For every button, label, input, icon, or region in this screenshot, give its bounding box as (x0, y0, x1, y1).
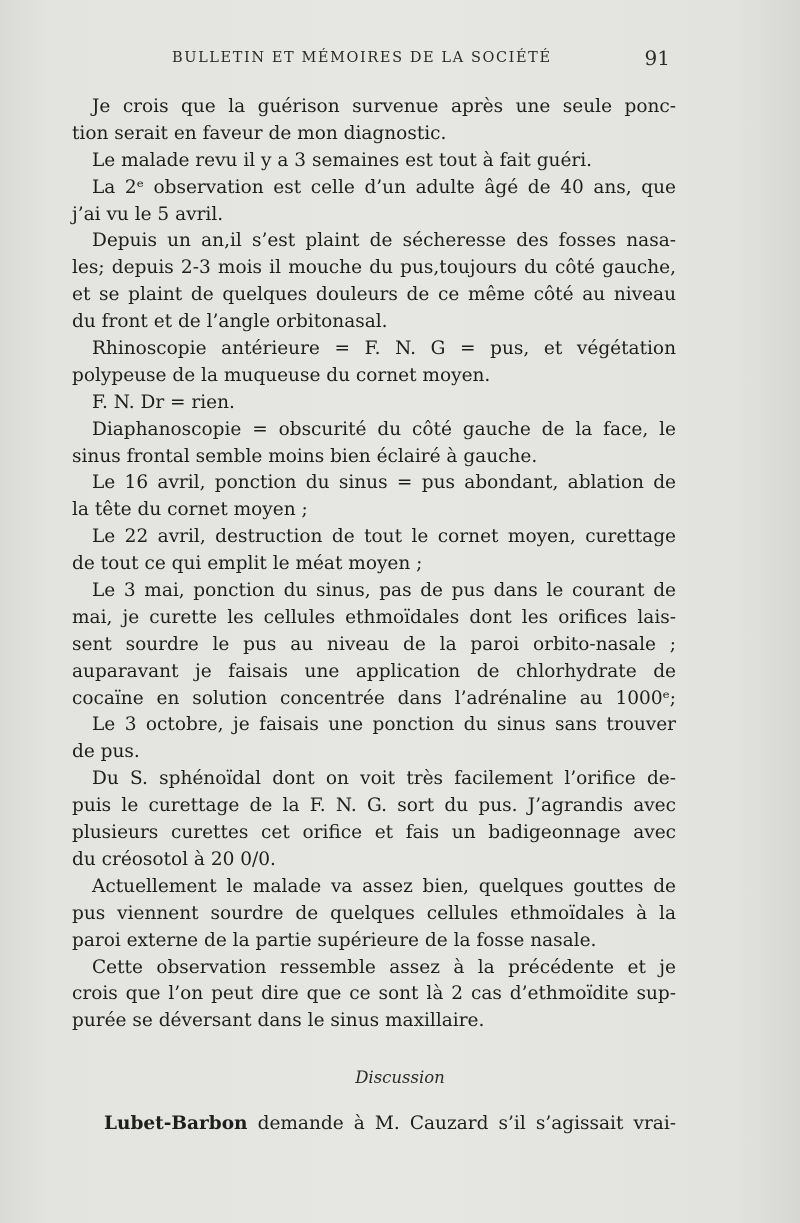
text-line: sent sourdre le pus au niveau de la paroi orbito-nasale ; (72, 633, 676, 655)
text-line: Le 16 avril, ponction du sinus = pus abondant, ablation de (92, 472, 676, 494)
text-line: cocaïne en solution concentrée dans l’adrénaline au 1000ᵉ; (72, 687, 676, 709)
text-line: Diaphanoscopie = obscurité du côté gauche de la face, le (92, 418, 676, 440)
text-line: de pus. (72, 741, 140, 763)
text-line: Le 3 octobre, je faisais une ponction du sinus sans trouver (92, 714, 676, 736)
text-line: purée se déversant dans le sinus maxillaire. (72, 1010, 485, 1032)
body-text (72, 94, 676, 1035)
text-line: Rhinoscopie antérieure = F. N. G = pus, et végétation (92, 338, 676, 360)
text-line: Le 3 mai, ponction du sinus, pas de pus dans le courant de (92, 580, 676, 602)
page-header (60, 48, 680, 74)
text-line: sinus frontal semble moins bien éclairé à gauche. (72, 445, 538, 467)
text-line: j’ai vu le 5 avril. (72, 203, 224, 225)
running-title: BULLETIN ET MÉMOIRES DE LA SOCIÉTÉ (172, 50, 552, 66)
text-line: crois que l’on peut dire que ce sont là 2 cas d’ethmoïdite sup- (72, 983, 676, 1005)
text-line: Je crois que la guérison survenue après une seule ponc- (92, 96, 676, 117)
text-line: polypeuse de la muqueuse du cornet moyen. (72, 364, 491, 386)
text-line: Depuis un an,il s’est plaint de sécheresse des fosses nasa- (92, 230, 676, 252)
text-line: Cette observation ressemble assez à la précédente et je (92, 956, 676, 978)
text-line: la tête du cornet moyen ; (72, 499, 308, 521)
text-line: du créosotol à 20 0/0. (72, 848, 276, 870)
text-line: auparavant je faisais une application de chlorhydrate de (72, 660, 676, 682)
text-line: Le 22 avril, destruction de tout le cornet moyen, curettage (92, 526, 676, 548)
discussion-paragraph (104, 1110, 676, 1137)
text-line: mai, je curette les cellules ethmoïdales dont les orifices lais- (72, 606, 676, 628)
text-line: paroi externe de la partie supérieure de la fosse nasale. (72, 929, 597, 951)
text-line: du front et de l’angle orbitonasal. (72, 311, 388, 333)
text-line: pus viennent sourdre de quelques cellules ethmoïdales à la (72, 902, 676, 924)
speaker-name: Lubet-Barbon (104, 1113, 248, 1134)
text-line: F. N. Dr = rien. (92, 391, 235, 413)
discussion-heading: Discussion (355, 1068, 445, 1087)
text-line: La 2ᵉ observation est celle d’un adulte âgé de 40 ans, que (92, 176, 676, 198)
text-line: plusieurs curettes cet orifice et fais un badigeonnage avec (72, 822, 676, 844)
page-number: 91 (644, 46, 670, 70)
text-line: de tout ce qui emplit le méat moyen ; (72, 553, 423, 575)
text-line: Actuellement le malade va assez bien, quelques gouttes de (92, 875, 676, 897)
discussion-text: demande à M. Cauzard s’il s’agissait vrai- (247, 1113, 676, 1134)
text-line: puis le curettage de la F. N. G. sort du pus. J’agrandis avec (72, 795, 676, 817)
text-line: Le malade revu il y a 3 semaines est tout à fait guéri. (92, 149, 593, 171)
text-line: Du S. sphénoïdal dont on voit très facilement l’orifice de- (92, 768, 676, 790)
text-line: les; depuis 2-3 mois il mouche du pus,toujours du côté gauche, (72, 257, 676, 279)
text-line: et se plaint de quelques douleurs de ce même côté au niveau (72, 284, 676, 306)
text-line: tion serait en faveur de mon diagnostic. (72, 122, 447, 144)
